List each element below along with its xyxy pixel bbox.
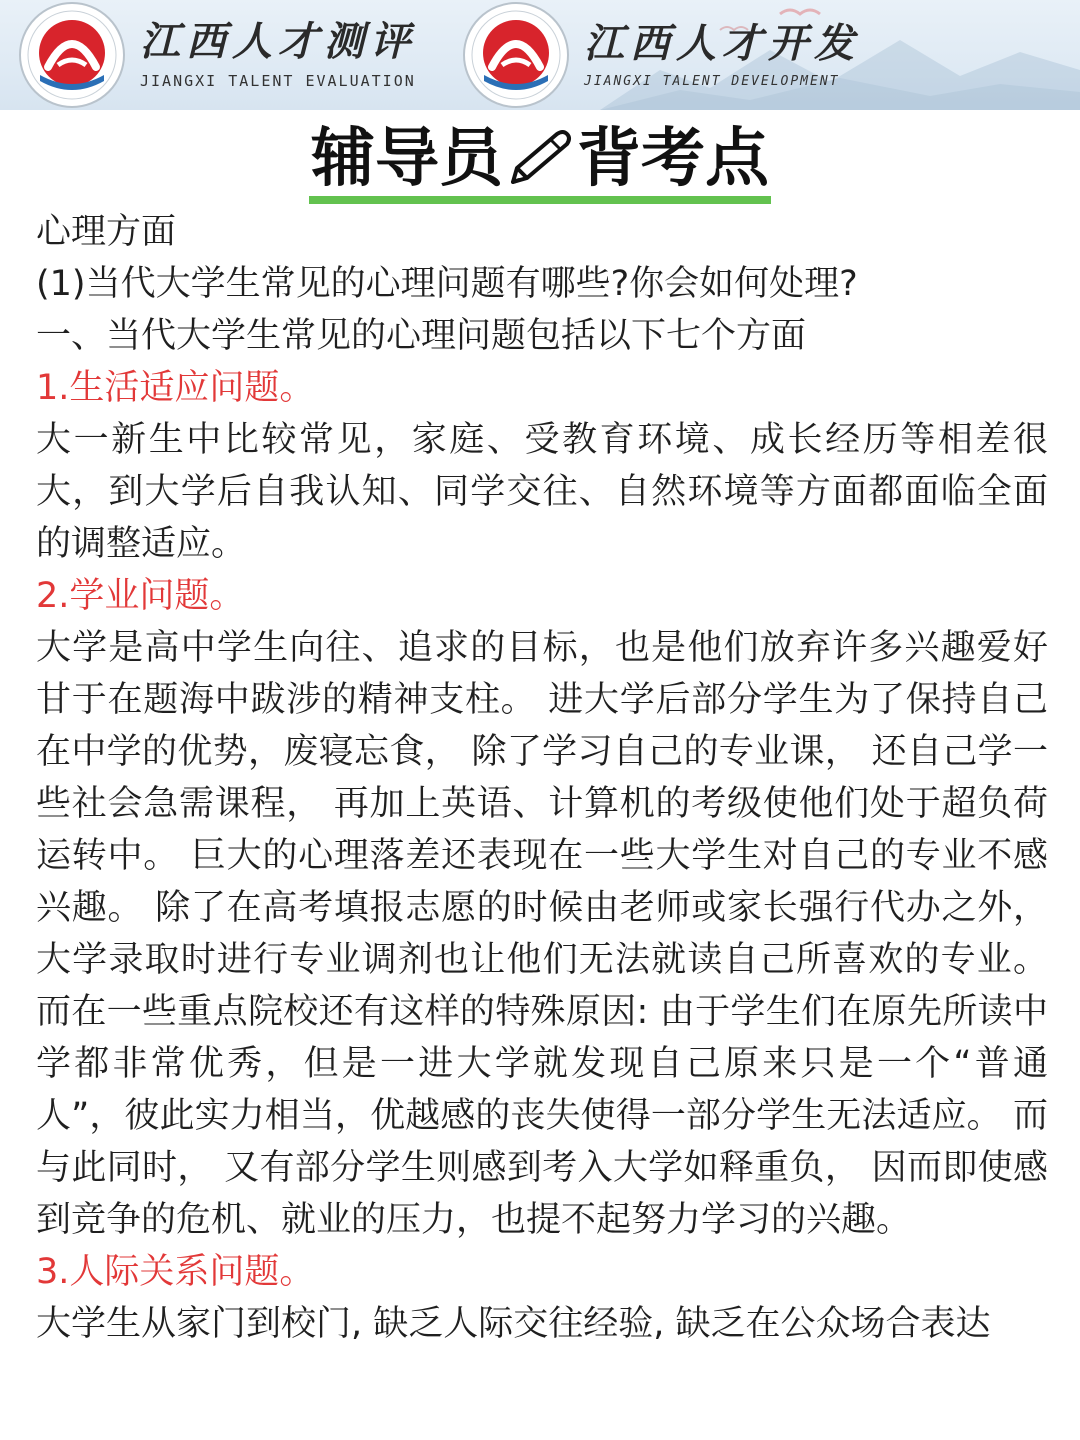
jiangxi-talent-evaluation-logo-icon xyxy=(18,1,126,109)
brand-name: 江西人才开发 xyxy=(584,19,860,67)
item-heading: 3.人际关系问题。 xyxy=(36,1252,315,1292)
item-text: 大学生从家门到校门, 缺乏人际交往经验, 缺乏在公众场合表达 xyxy=(36,1304,991,1344)
intro: 一、当代大学生常见的心理问题包括以下七个方面 xyxy=(36,316,807,356)
brand-subtitle: JIANGXI TALENT EVALUATION xyxy=(140,72,416,90)
pen-icon xyxy=(503,128,577,188)
title-right: 背考点 xyxy=(577,122,769,196)
item-text: 大一新生中比较常见，家庭、受教育环境、成长经历等相差很大，到大学后自我认知、同学交往、自然环境等方面都面临全面的调整适应。 xyxy=(36,420,1048,564)
section-label: 心理方面 xyxy=(36,212,177,252)
item-text: 大学是高中学生向往、追求的目标，也是他们放弃许多兴趣爱好甘于在题海中跋涉的精神支柱。 进大学后部分学生为了保持自己在中学的优势，废寝忘食， 除了学习自己的专业课， 还自己学一些社会急需课程， 再加上英语、计算机的考级使他们处于超负荷运转中。 巨大的心理落差还表现在一些大学生对自己的专业不感兴趣。 除了在高考填报志愿的时候由老师或家长强行代办之外， 大学录取时进行专业调剂也让他们无法就读自己所喜欢的专业。而在一些重点院校还有这样的特殊原因: 由于学生们在原先所读中学都非常优秀，但是一进大学就发现自己原来只是一个“普通人”，彼此实力相当，优越感的丧失使得一部分学生无法适应。 而与此同时， 又有部分学生则感到考入大学如释重负， 因而即使感到竞争的危机、就业的压力，也提不起努力学习的兴趣。 xyxy=(36,628,1048,1240)
item-heading: 2.学业问题。 xyxy=(36,576,245,616)
jiangxi-talent-development-logo-icon xyxy=(462,1,570,109)
brand-evaluation xyxy=(18,0,416,110)
article-body xyxy=(36,206,1048,1350)
question: (1)当代大学生常见的心理问题有哪些?你会如何处理? xyxy=(36,264,858,304)
item-heading: 1.生活适应问题。 xyxy=(36,368,315,408)
brand-name: 江西人才测评 xyxy=(140,18,416,65)
page-title xyxy=(0,116,1080,212)
title-underline xyxy=(309,196,771,204)
header-banner xyxy=(0,0,1080,110)
brand-development xyxy=(462,0,860,110)
title-text xyxy=(309,116,771,202)
title-left: 辅导员 xyxy=(311,122,503,196)
brand-subtitle: JIANGXI TALENT DEVELOPMENT xyxy=(584,73,840,89)
